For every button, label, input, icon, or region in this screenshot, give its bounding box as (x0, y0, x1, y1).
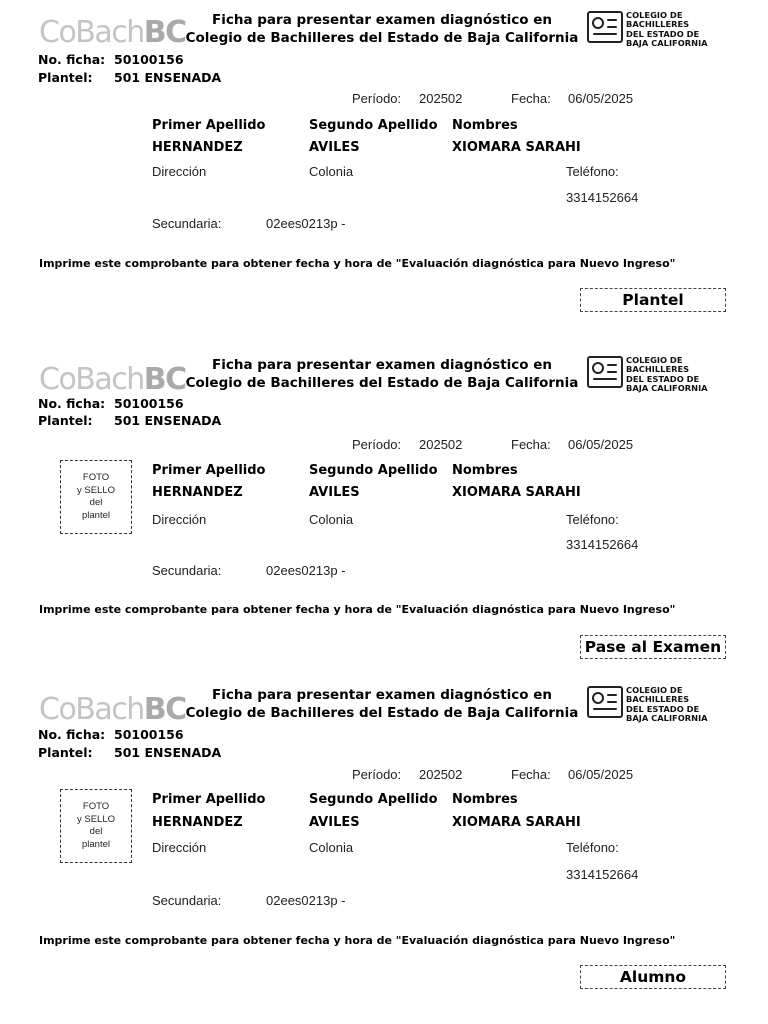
telefono-label: Teléfono: (566, 840, 619, 855)
nombres-value: XIOMARA SARAHI (452, 815, 581, 830)
photo-stamp-box: FOTO y SELLO del plantel (60, 789, 132, 863)
periodo-label: Período: (352, 91, 402, 106)
nombres-header: Nombres (452, 792, 518, 807)
plantel-label: Plantel: (38, 413, 93, 428)
secundaria-value: 02ees0213p - (266, 216, 346, 231)
primer-apellido-header: Primer Apellido (152, 463, 266, 478)
segundo-apellido-header: Segundo Apellido (309, 118, 438, 133)
fecha-value: 06/05/2025 (568, 437, 634, 452)
fecha-label: Fecha: (511, 767, 551, 782)
direccion-label: Dirección (152, 164, 207, 179)
print-notice: Imprime este comprobante para obtener fecha y hora de "Evaluación diagnóstica para Nuevo Ingreso" (39, 934, 676, 947)
direccion-label: Dirección (152, 512, 207, 527)
college-emblem: COLEGIO DE BACHILLERES DEL ESTADO DE BAJA CALIFORNIA (587, 11, 708, 49)
nombres-value: XIOMARA SARAHI (452, 485, 581, 500)
telefono-value: 3314152664 (566, 190, 639, 205)
telefono-label: Teléfono: (566, 164, 619, 179)
secundaria-label: Secundaria: (152, 563, 222, 578)
telefono-label: Teléfono: (566, 512, 619, 527)
nombres-header: Nombres (452, 463, 518, 478)
nombres-value: XIOMARA SARAHI (452, 140, 581, 155)
ficha-label: No. ficha: (38, 727, 106, 742)
colonia-label: Colonia (309, 840, 354, 855)
periodo-value: 202502 (419, 767, 463, 782)
primer-apellido-value: HERNANDEZ (152, 815, 243, 830)
copy-label-box: Pase al Examen (580, 635, 726, 659)
primer-apellido-value: HERNANDEZ (152, 140, 243, 155)
fecha-value: 06/05/2025 (568, 767, 634, 782)
segundo-apellido-value: AVILES (309, 140, 360, 155)
college-emblem: COLEGIO DE BACHILLERES DEL ESTADO DE BAJA CALIFORNIA (587, 356, 708, 394)
college-seal-icon (587, 11, 623, 43)
plantel-label: Plantel: (38, 70, 93, 85)
cobachbc-logo: CoBachBC (39, 362, 186, 397)
ficha-slip-alumno (0, 677, 768, 1007)
document-title: Ficha para presentar examen diagnóstico en Colegio de Bachilleres del Estado de Baja California (185, 12, 579, 46)
photo-stamp-box: FOTO y SELLO del plantel (60, 460, 132, 534)
secundaria-value: 02ees0213p - (266, 893, 346, 908)
print-notice: Imprime este comprobante para obtener fecha y hora de "Evaluación diagnóstica para Nuevo Ingreso" (39, 603, 676, 616)
primer-apellido-value: HERNANDEZ (152, 485, 243, 500)
plantel-label: Plantel: (38, 745, 93, 760)
telefono-value: 3314152664 (566, 867, 639, 882)
colonia-label: Colonia (309, 164, 354, 179)
segundo-apellido-value: AVILES (309, 485, 360, 500)
fecha-value: 06/05/2025 (568, 91, 634, 106)
ficha-number: 50100156 (114, 396, 184, 411)
periodo-value: 202502 (419, 437, 463, 452)
secundaria-label: Secundaria: (152, 893, 222, 908)
cobachbc-logo: CoBachBC (39, 15, 186, 50)
telefono-value: 3314152664 (566, 537, 639, 552)
fecha-label: Fecha: (511, 437, 551, 452)
ficha-number: 50100156 (114, 727, 184, 742)
secundaria-label: Secundaria: (152, 216, 222, 231)
nombres-header: Nombres (452, 118, 518, 133)
segundo-apellido-header: Segundo Apellido (309, 463, 438, 478)
colonia-label: Colonia (309, 512, 354, 527)
copy-label-box: Alumno (580, 965, 726, 989)
fecha-label: Fecha: (511, 91, 551, 106)
college-emblem: COLEGIO DE BACHILLERES DEL ESTADO DE BAJA CALIFORNIA (587, 686, 708, 724)
ficha-label: No. ficha: (38, 52, 106, 67)
periodo-label: Período: (352, 437, 402, 452)
primer-apellido-header: Primer Apellido (152, 118, 266, 133)
periodo-value: 202502 (419, 91, 463, 106)
plantel-value: 501 ENSENADA (114, 745, 222, 760)
print-notice: Imprime este comprobante para obtener fecha y hora de "Evaluación diagnóstica para Nuevo Ingreso" (39, 257, 676, 270)
plantel-value: 501 ENSENADA (114, 413, 222, 428)
secundaria-value: 02ees0213p - (266, 563, 346, 578)
segundo-apellido-value: AVILES (309, 815, 360, 830)
document-title: Ficha para presentar examen diagnóstico en Colegio de Bachilleres del Estado de Baja California (185, 687, 579, 721)
ficha-slip-pase-examen (0, 347, 768, 677)
primer-apellido-header: Primer Apellido (152, 792, 266, 807)
college-seal-icon (587, 356, 623, 388)
ficha-label: No. ficha: (38, 396, 106, 411)
plantel-value: 501 ENSENADA (114, 70, 222, 85)
segundo-apellido-header: Segundo Apellido (309, 792, 438, 807)
ficha-number: 50100156 (114, 52, 184, 67)
document-title: Ficha para presentar examen diagnóstico en Colegio de Bachilleres del Estado de Baja California (185, 357, 579, 391)
copy-label-box: Plantel (580, 288, 726, 312)
college-seal-icon (587, 686, 623, 718)
periodo-label: Período: (352, 767, 402, 782)
cobachbc-logo: CoBachBC (39, 692, 186, 727)
ficha-slip-plantel (0, 0, 768, 330)
direccion-label: Dirección (152, 840, 207, 855)
